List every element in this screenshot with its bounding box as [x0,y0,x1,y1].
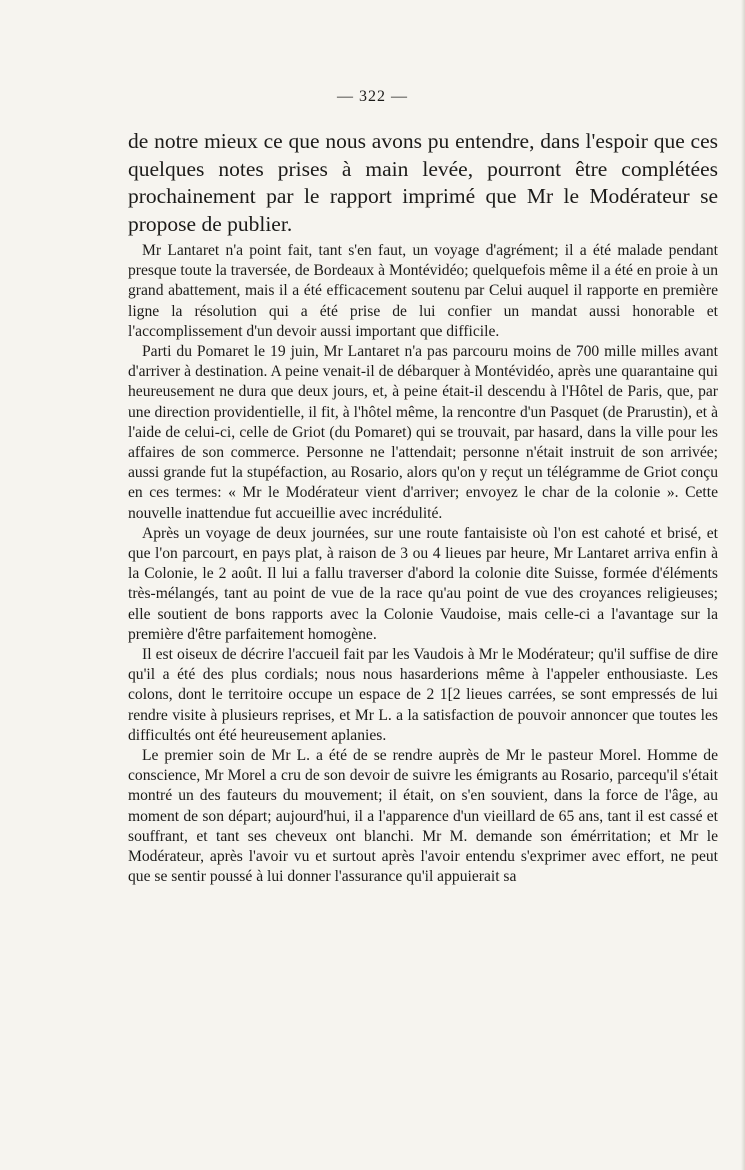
paragraph-4: Il est oiseux de décrire l'accueil fait par les Vaudois à Mr le Modérateur; qu'il suffise de dire qu'il a été des plus cordials; nous nous hasarderions même à l'appeler enthousiaste. Les colons, dont le territoire occupe un espace de 2 1[2 lieues carrées, se sont empressés de lui rendre visite à plusieurs reprises, et Mr L. a la satisfaction de pouvoir annoncer que toutes les difficultés ont été heureusement aplanies. [128,646,718,744]
paragraph-1: Mr Lantaret n'a point fait, tant s'en faut, un voyage d'agrément; il a été malade pendant presque toute la traversée, de Bordeaux à Montévidéo; quelquefois même il a été en proie à un grand abattement, mais il a été efficacement soutenu par Celui auquel il rapporte en première ligne la résolution qui a été prise de lui confier un mandat aussi honorable et l'accomplissement d'un devoir aussi important que difficile. [128,242,718,340]
body-text [128,241,718,888]
paragraph-3: Après un voyage de deux journées, sur une route fantaisiste où l'on est cahoté et brisé, et que l'on parcourt, en pays plat, à raison de 3 ou 4 lieues par heure, Mr Lantaret arriva enfin à la Colonie, le 2 août. Il lui a fallu traverser d'abord la colonie dite Suisse, formée d'éléments très-mélangés, tant au point de vue de la race qu'au point de vue des croyances religieuses; elle soutient de bons rapports avec la Colonie Vaudoise, mais celle-ci a l'avantage sur la première d'être parfaitement homogène. [128,524,718,643]
paragraph-2: Parti du Pomaret le 19 juin, Mr Lantaret n'a pas parcouru moins de 700 mille milles avant d'arriver à destination. A peine venait-il de débarquer à Montévidéo, après une quarantaine qui heureusement ne dura que deux jours, et, à peine était-il descendu à l'Hôtel de Paris, que, par une direction providentielle, il fit, à l'hôtel même, la rencontre d'un Pasquet (de Prarustin), et à l'aide de celui-ci, celle de Griot (du Pomaret) qui se trouvait, par hasard, dans la ville pour les affaires de son commerce. Personne ne l'attendait; personne n'était instruit de son arrivée; aussi grande fut la stupéfaction, au Rosario, alors qu'on y reçut un télégramme de Griot conçu en ces termes: « Mr le Modérateur vient d'arriver; envoyez le char de la colonie ». Cette nouvelle inattendue fut accueillie avec incrédulité. [128,343,718,522]
page-edge-shadow [741,0,745,1170]
page-number: — 322 — [337,88,408,105]
intro-text: de notre mieux ce que nous avons pu entendre, dans l'espoir que ces quelques notes prises à main levée, pourront être complétées prochainement par le rapport imprimé que Mr le Modérateur se propose de publier. [128,129,718,236]
intro-paragraph [128,128,718,238]
paragraph-5: Le premier soin de Mr L. a été de se rendre auprès de Mr le pasteur Morel. Homme de conscience, Mr Morel a cru de son devoir de suivre les émigrants au Rosario, parcequ'il s'était montré un des fauteurs du mouvement; il était, on s'en souvient, dans la force de l'âge, au moment de son départ; aujourd'hui, il a l'apparence d'un vieillard de 65 ans, tant il est cassé et souffrant, et tant ses cheveux ont blanchi. Mr M. demande son émérritation; et Mr le Modérateur, après l'avoir vu et surtout après l'avoir entendu s'exprimer avec effort, ne peut que se sentir poussé à lui donner l'assurance qu'il appuierait sa [128,747,718,886]
